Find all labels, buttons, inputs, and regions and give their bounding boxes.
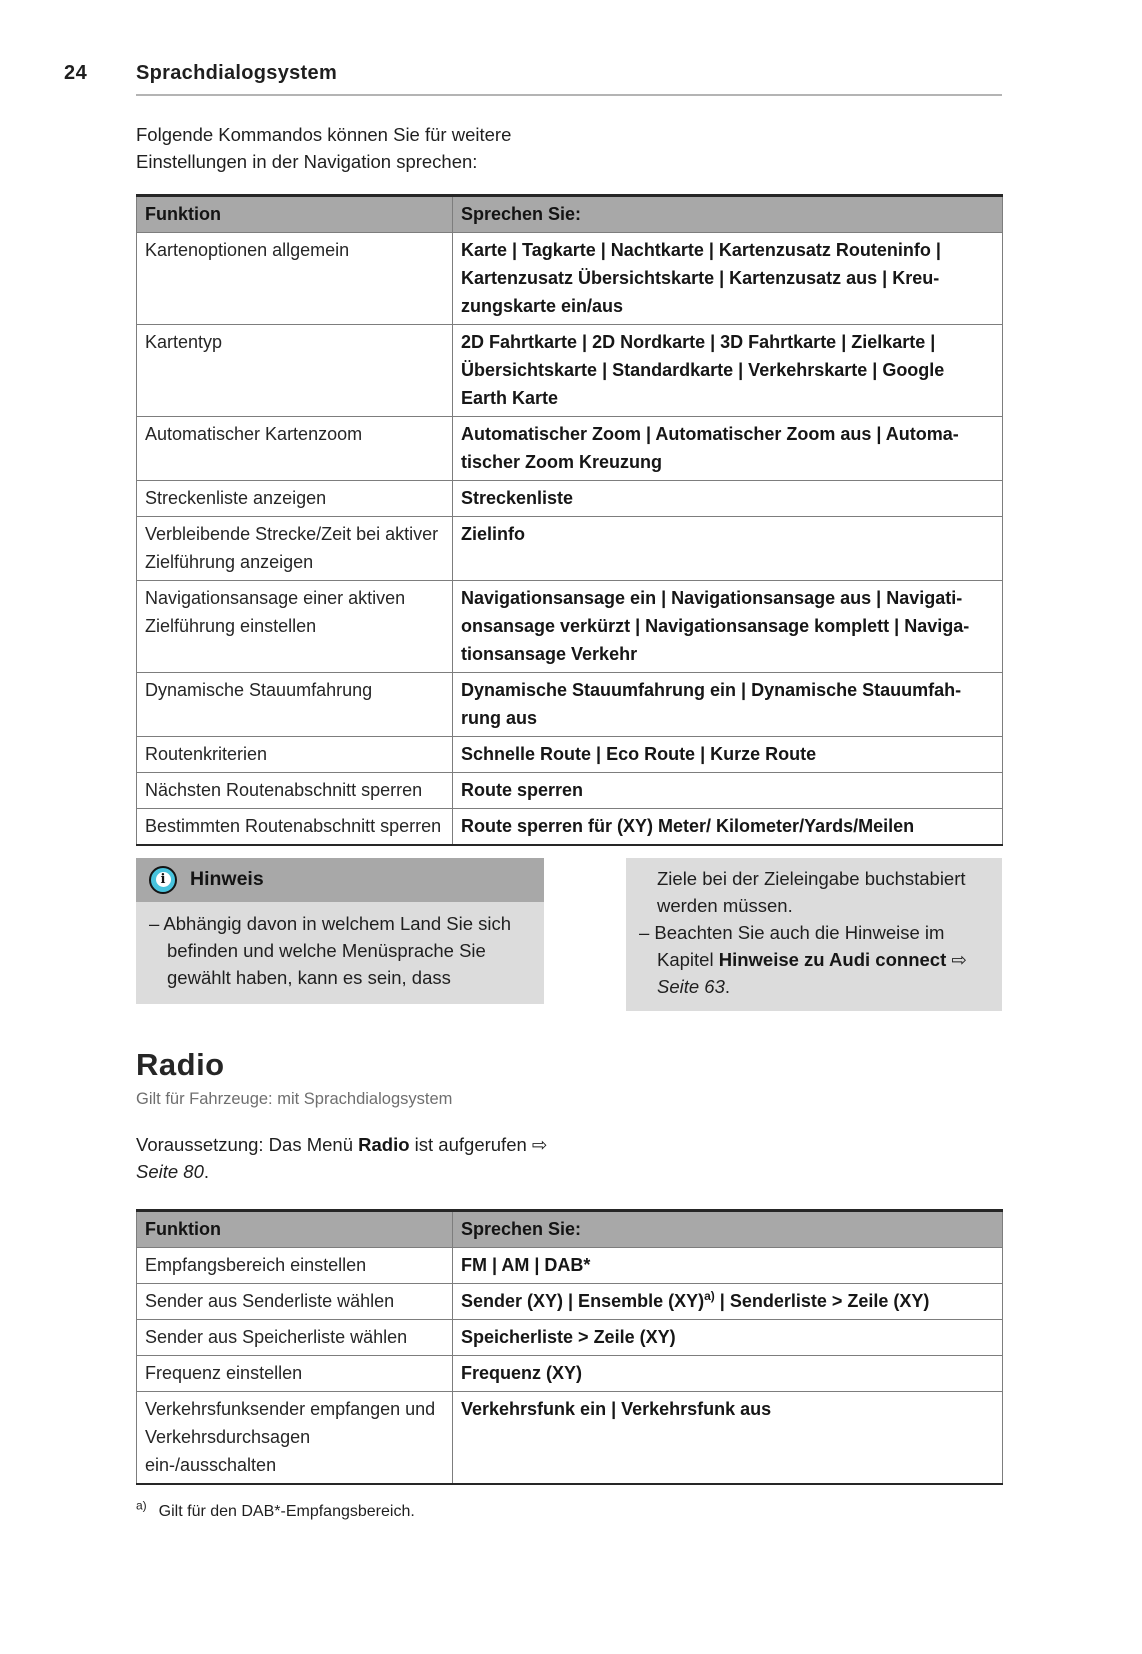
table-row [137, 1319, 1003, 1355]
sprechen-cell: Route sperren für (XY) Meter/ Kilometer/Yards/Meilen [453, 808, 1003, 845]
funktion-cell: Kartentyp [137, 324, 453, 416]
prereq-bold: Radio [358, 1133, 410, 1155]
table-footnote [136, 1498, 1002, 1521]
column-header-funktion: Funktion [137, 195, 453, 232]
table-row [137, 1391, 1003, 1484]
page-reference: Seite 63 [657, 975, 725, 997]
column-header-funktion: Funktion [137, 1210, 453, 1247]
table-row [137, 1247, 1003, 1283]
sprechen-cell: Verkehrsfunk ein | Verkehrsfunk aus [453, 1391, 1003, 1484]
note-box [136, 858, 544, 1004]
funktion-cell: Streckenliste anzeigen [137, 480, 453, 516]
table-row [137, 772, 1003, 808]
funktion-cell: Verbleibende Strecke/Zeit bei aktiver Zielführung anzeigen [137, 516, 453, 580]
info-icon [149, 866, 177, 894]
table-header-row [137, 195, 1003, 232]
sprechen-text: Sender (XY) | Ensemble (XY) [461, 1290, 705, 1311]
page-ref-arrow-icon: ⇨ [951, 948, 971, 970]
note-section [136, 858, 1002, 1011]
sprechen-cell: Schnelle Route | Eco Route | Kurze Route [453, 736, 1003, 772]
section-heading-radio: Radio [136, 1046, 225, 1082]
funktion-cell: Empfangsbereich einstellen [137, 1247, 453, 1283]
table-row [137, 480, 1003, 516]
note-item-bold: Hinweise zu Audi connect [718, 948, 947, 970]
note-item-end: . [724, 975, 731, 997]
sprechen-cell: Route sperren [453, 772, 1003, 808]
column-header-sprechen: Sprechen Sie: [453, 195, 1003, 232]
sprechen-cell: Zielinfo [453, 516, 1003, 580]
sprechen-cell: 2D Fahrtkarte | 2D Nordkarte | 3D Fahrtkarte | Zielkarte | Übersichtskarte | Standardkarte | Verkehrskarte | Google Earth Karte [453, 324, 1003, 416]
sprechen-cell: Automatischer Zoom | Automatischer Zoom aus | Automatischer Zoom Kreuzung [453, 416, 1003, 480]
table-row [137, 580, 1003, 672]
note-item-text: – Beachten Sie auch die Hinweise im Kapitel [639, 921, 945, 970]
sprechen-cell: Speicherliste > Zeile (XY) [453, 1319, 1003, 1355]
table-header-row [137, 1210, 1003, 1247]
note-item [639, 919, 992, 1000]
funktion-cell: Dynamische Stauumfahrung [137, 672, 453, 736]
prereq-end: . [203, 1160, 210, 1182]
prereq-text: ist aufgerufen [409, 1133, 532, 1155]
note-item: – Abhängig davon in welchem Land Sie sich befinden und welche Menüsprache Sie gewählt haben, kann es sein, dass [149, 912, 512, 988]
sprechen-cell: Dynamische Stauumfahrung ein | Dynamische Stauumfahrung aus [453, 672, 1003, 736]
sprechen-cell: Frequenz (XY) [453, 1355, 1003, 1391]
sprechen-cell [453, 1283, 1003, 1319]
funktion-cell: Navigationsansage einer aktiven Zielführung einstellen [137, 580, 453, 672]
table-row [137, 808, 1003, 845]
sprechen-text: | Senderliste > Zeile (XY) [714, 1290, 930, 1311]
table-row [137, 232, 1003, 324]
table-row [137, 1355, 1003, 1391]
note-header [136, 858, 544, 902]
sprechen-cell: Streckenliste [453, 480, 1003, 516]
intro-paragraph: Folgende Kommandos können Sie für weitere Einstellungen in der Navigation sprechen: [136, 124, 512, 172]
table-row [137, 672, 1003, 736]
funktion-cell: Verkehrsfunksender empfangen und Verkehrsdurchsagen ein-/ausschalten [137, 1391, 453, 1484]
footnote-text: Gilt für den DAB*-Empfangsbereich. [158, 1502, 415, 1520]
column-header-sprechen: Sprechen Sie: [453, 1210, 1003, 1247]
funktion-cell: Automatischer Kartenzoom [137, 416, 453, 480]
table-row [137, 736, 1003, 772]
prerequisite-paragraph [136, 1131, 560, 1185]
note-title: Hinweis [190, 868, 264, 890]
note-body [136, 902, 544, 1004]
funktion-cell: Sender aus Speicherliste wählen [137, 1319, 453, 1355]
header-divider [136, 94, 1002, 96]
navigation-commands-table [136, 194, 1003, 846]
funktion-cell: Sender aus Senderliste wählen [137, 1283, 453, 1319]
funktion-cell: Bestimmten Routenabschnitt sperren [137, 808, 453, 845]
footnote-marker: a) [704, 1288, 715, 1303]
sprechen-cell: Navigationsansage ein | Navigationsansage aus | Navigationsansage verkürzt | Navigationsansage komplett | Navigationsansage Verkehr [453, 580, 1003, 672]
page-number: 24 [64, 62, 88, 84]
note-item-continued: Ziele bei der Zieleingabe buchstabiert werden müssen. [657, 867, 966, 916]
table-row [137, 516, 1003, 580]
note-continuation [626, 858, 1002, 1011]
table-row [137, 1283, 1003, 1319]
funktion-cell: Kartenoptionen allgemein [137, 232, 453, 324]
radio-commands-table [136, 1209, 1003, 1485]
footnote-marker: a) [136, 1498, 147, 1513]
table-row [137, 416, 1003, 480]
table-row [137, 324, 1003, 416]
applies-to-note: Gilt für Fahrzeuge: mit Sprachdialogsystem [136, 1089, 453, 1108]
page-ref-arrow-icon: ⇨ [531, 1133, 552, 1155]
funktion-cell: Frequenz einstellen [137, 1355, 453, 1391]
funktion-cell: Routenkriterien [137, 736, 453, 772]
info-icon-glyph: i [156, 872, 171, 887]
sprechen-cell: FM | AM | DAB* [453, 1247, 1003, 1283]
sprechen-cell: Karte | Tagkarte | Nachtkarte | Kartenzusatz Routeninfo | Kartenzusatz Übersichtskarte | Kartenzusatz aus | Kreuzungskarte ein/aus [453, 232, 1003, 324]
chapter-title: Sprachdialogsystem [136, 62, 338, 84]
page-reference: Seite 80 [136, 1160, 204, 1182]
prereq-text: Voraussetzung: Das Menü [136, 1133, 359, 1155]
funktion-cell: Nächsten Routenabschnitt sperren [137, 772, 453, 808]
